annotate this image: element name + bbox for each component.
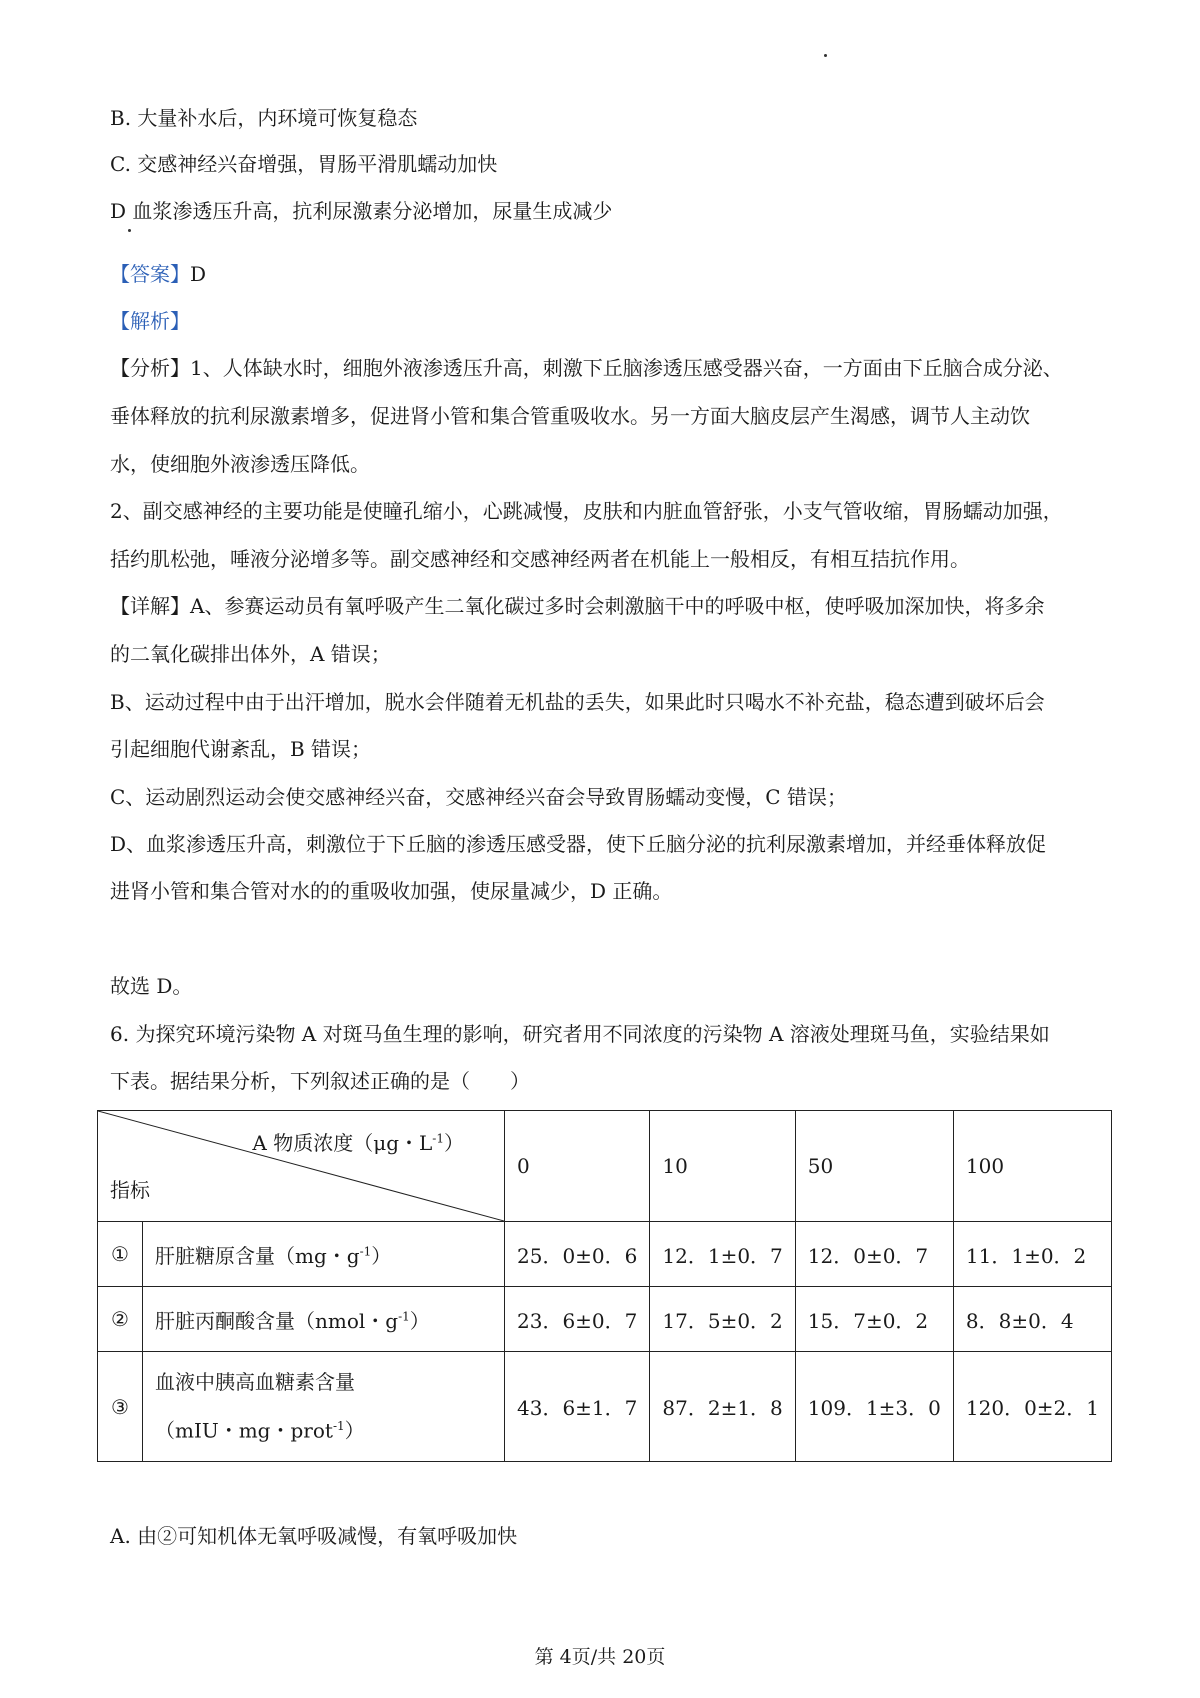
row-value: 109．1±3．0 <box>795 1352 953 1462</box>
table-header-row <box>98 1111 1112 1222</box>
row-index: ② <box>98 1287 143 1352</box>
row-value: 120．0±2．1 <box>953 1352 1111 1462</box>
row-value: 12．0±0．7 <box>795 1222 953 1287</box>
xiangjie-line-1 <box>110 592 1044 620</box>
question6-line-2: 下表。据结果分析，下列叙述正确的是（ ） <box>110 1069 530 1093</box>
row-indicator: 肝脏糖原含量（mg・$g^{-1}$） <box>143 1222 505 1287</box>
row-value: 15．7±0．2 <box>795 1287 953 1352</box>
option-c-prev: C. 交感神经兴奋增强，胃肠平滑肌蠕动加快 <box>110 152 498 176</box>
conc-10: 10 <box>650 1111 795 1222</box>
row-index: ① <box>98 1222 143 1287</box>
point2-line-1: 2、副交感神经的主要功能是使瞳孔缩小，心跳减慢，皮肤和内脏血管舒张，小支气管收缩，胃肠蠕动加强， <box>110 499 1063 523</box>
data-table <box>97 1110 1112 1462</box>
top-dot <box>824 54 827 57</box>
answer-value: D <box>190 262 207 286</box>
detail-d-line-1: D、血浆渗透压升高，刺激位于下丘脑的渗透压感受器，使下丘脑分泌的抗利尿激素增加，并经垂体释放促 <box>110 832 1047 856</box>
conclusion: 故选 D。 <box>110 974 193 998</box>
concentration-header: A 物质浓度（μg・$L^{-1}$） <box>252 1131 464 1155</box>
option-b-prev: B. 大量补水后，内环境可恢复稳态 <box>110 106 418 130</box>
fenxi-text-1: 1、人体缺水时，细胞外液渗透压升高，刺激下丘脑渗透压感受器兴奋，一方面由下丘脑合成分泌、 <box>190 356 1063 380</box>
option-d-dot <box>128 229 131 232</box>
table-row <box>98 1222 1112 1287</box>
row-value: 23．6±0．7 <box>505 1287 650 1352</box>
fenxi-line-3: 水，使细胞外液渗透压降低。 <box>110 452 370 476</box>
row-value: 25．0±0．6 <box>505 1222 650 1287</box>
xiangjie-label: 【详解】 <box>110 594 190 618</box>
indicator-header: 指标 <box>110 1178 150 1202</box>
table-row <box>98 1287 1112 1352</box>
analysis-label: 【解析】 <box>110 309 190 333</box>
option-d-prev: D 血浆渗透压升高，抗利尿激素分泌增加，尿量生成减少 <box>110 199 613 223</box>
table-row <box>98 1352 1112 1462</box>
option-a: A. 由②可知机体无氧呼吸减慢，有氧呼吸加快 <box>110 1524 518 1548</box>
row-value: 17．5±0．2 <box>650 1287 795 1352</box>
row-value: 8．8±0．4 <box>953 1287 1111 1352</box>
conc-50: 50 <box>795 1111 953 1222</box>
point2-line-2: 括约肌松弛，唾液分泌增多等。副交感神经和交感神经两者在机能上一般相反，有相互拮抗作用。 <box>110 547 970 571</box>
row-index: ③ <box>98 1352 143 1462</box>
answer-label: 【答案】 <box>110 262 190 286</box>
page-footer: 第 4页/共 20页 <box>534 1646 666 1668</box>
row-value: 87．2±1．8 <box>650 1352 795 1462</box>
row-value: 11．1±0．2 <box>953 1222 1111 1287</box>
row-indicator-line-2: （mIU・mg・prot$^{-1}$） <box>155 1418 365 1443</box>
row-indicator-line-1: 血液中胰高血糖素含量 <box>155 1370 355 1395</box>
conc-0: 0 <box>505 1111 650 1222</box>
fenxi-line-2: 垂体释放的抗利尿激素增多，促进肾小管和集合管重吸收水。另一方面大脑皮层产生渴感，调节人主动饮 <box>110 404 1030 428</box>
detail-d-line-2: 进肾小管和集合管对水的的重吸收加强，使尿量减少，D 正确。 <box>110 879 673 903</box>
conc-100: 100 <box>953 1111 1111 1222</box>
detail-c-line: C、运动剧烈运动会使交感神经兴奋，交感神经兴奋会导致胃肠蠕动变慢，C 错误； <box>110 785 847 809</box>
detail-a-line-2: 的二氧化碳排出体外，A 错误； <box>110 642 391 666</box>
answer-line <box>110 260 206 288</box>
detail-b-line-1: B、运动过程中由于出汗增加，脱水会伴随着无机盐的丢失，如果此时只喝水不补充盐，稳态遭到破坏后会 <box>110 690 1045 714</box>
row-value: 43．6±1．7 <box>505 1352 650 1462</box>
detail-a-text-1: A、参赛运动员有氧呼吸产生二氧化碳过多时会刺激脑干中的呼吸中枢，使呼吸加深加快，将多余 <box>190 594 1045 618</box>
question6-line-1: 6. 为探究环境污染物 A 对斑马鱼生理的影响，研究者用不同浓度的污染物 A 溶液处理斑马鱼，实验结果如 <box>110 1022 1050 1046</box>
fenxi-label: 【分析】 <box>110 356 190 380</box>
detail-b-line-2: 引起细胞代谢紊乱，B 错误； <box>110 737 372 761</box>
row-indicator <box>143 1352 505 1462</box>
table-diagonal-header <box>98 1111 505 1222</box>
row-value: 12．1±0．7 <box>650 1222 795 1287</box>
row-indicator: 肝脏丙酮酸含量（nmol・$g^{-1}$） <box>143 1287 505 1352</box>
fenxi-line-1 <box>110 354 1063 382</box>
